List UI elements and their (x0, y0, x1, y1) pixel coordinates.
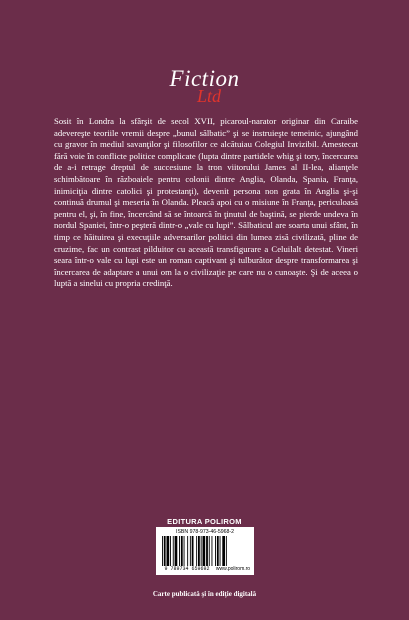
digital-edition-note: Carte publicată şi în ediţie digitală (152, 590, 257, 598)
logo-ltd-text: Ltd (197, 86, 222, 106)
barcode-digits: 9 789734 659692 (164, 566, 210, 572)
blurb-paragraph: Sosit în Londra la sfârşit de secol XVII, picaroul-narator originar din Caraibe adevereşte teoriile vremii despre „bunul sălbatic” şi se instruieşte temeinic, ajungând cu gravor în mediul savanţilor şi filosofilor ce alcătuiau Colegiul Invizibil. Amestecat fără voie în conflicte politice complicate (lupta dintre partidele whig şi tory, încercarea de a-i retrage dreptul de succesiune la tron viitorului James al II-lea, alianţele schimbătoare în războaiele pentru colonii dintre Anglia, Olanda, Spania, Franţa, inimiciţia dintre catolici şi protestanţi), devenit persona non grata în Anglia şi-şi continuă drumul şi meseria în Olanda. Pleacă apoi cu o misiune în Franţa, periculoasă pentru el, şi, în fine, încercând să se întoarcă în ţinutul de baştină, se pierde undeva în nordul Spaniei, într-o peşteră dintr-o „vale cu lupi”. Sălbaticul are soarta unui sfânt, în timp ce hăituirea şi execuţiile adversarilor politici din lumea zisă civilizată, pline de cruzime, fac un contrast pilduitor cu această transfigurare a Celuilalt detestat. Vineri seara într-o vale cu lupi este un roman captivant şi tulburător despre transformarea şi încercarea de adaptare a unui om la o civilizaţie pe care nu o cunoaşte. Şi de aceea o luptă a sinelui cu propria credinţă. (54, 116, 358, 289)
blurb-text (54, 116, 358, 290)
fiction-ltd-logo (0, 66, 409, 106)
website-label: www.polirom.ro (215, 566, 251, 572)
isbn-label: ISBN 978-973-46-5968-2 (176, 529, 234, 535)
barcode-icon (162, 536, 248, 566)
publisher-name: EDITURA POLIROM (167, 517, 242, 526)
barcode-box (156, 527, 254, 575)
logo-fiction-text: Fiction (169, 66, 240, 91)
